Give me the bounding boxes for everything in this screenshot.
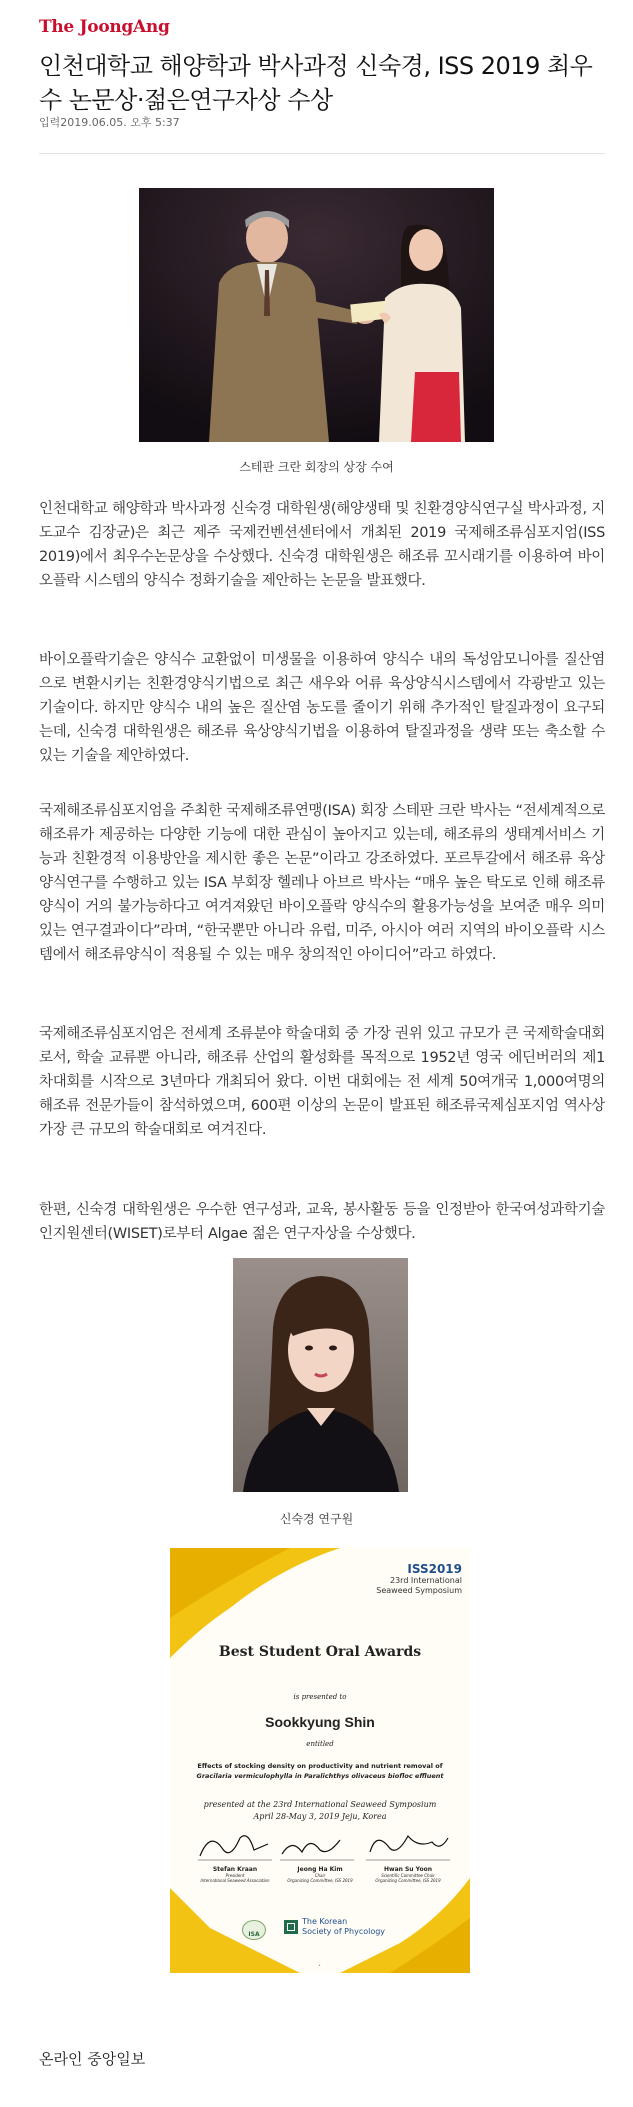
photo-caption: 스테판 크란 회장의 상장 수여 <box>239 460 394 474</box>
society-name-line: The Korean <box>302 1917 348 1926</box>
signer-org: Organizing Committee, ISS 2019 <box>375 1878 441 1883</box>
trailing-mark: . <box>318 1958 322 1969</box>
article-source: 온라인 중앙일보 <box>39 2050 146 2068</box>
award-title: Best Student Oral Awards <box>218 1644 422 1660</box>
certificate-decoration <box>170 1548 470 1973</box>
isa-logo-icon: ISA <box>242 1920 266 1940</box>
society-name-line: Society of Phycology <box>302 1927 386 1936</box>
signer-name: Jeong Ha Kim <box>297 1866 343 1873</box>
signer-block <box>362 1866 454 1883</box>
event-name-line: Seaweed Symposium <box>376 1586 462 1595</box>
article-headline: 인천대학교 해양학과 박사과정 신숙경, ISS 2019 최우수 논문상·젊은연구자상 수상 <box>39 52 593 114</box>
signer-block <box>192 1866 278 1883</box>
article-paragraph: 국제해조류심포지엄을 주최한 국제해조류연맹(ISA) 회장 스테판 크란 박사는 “전세계적으로 해조류가 제공하는 다양한 기능에 대한 관심이 높아지고 있는데, 해조류의 생태계서비스 기능과 친환경적 이용방안을 제시한 좋은 논문”이라고 강조하였다. 포르투갈에서 해조류 육상양식연구를 수행하고 있는 ISA 부회장 헬레나 아브르 박사는 “매우 높은 탁도로 인해 해조류 양식이 거의 불가능하다고 여겨져왔던 바이오플락 양식수의 활용가능성을 보여준 매우 의미 있는 연구결과이다”라며, “한국뿐만 아니라 유럽, 미주, 아시아 여러 지역의 바이오플락 시스템에서 해조류양식이 적용될 수 있는 매우 창의적인 아이디어”라고 하였다. <box>39 803 605 963</box>
award-ceremony-photo <box>139 188 494 442</box>
article-paragraph: 인천대학교 해양학과 박사과정 신숙경 대학원생(해양생태 및 친환경양식연구실 박사과정, 지도교수 김장균)은 최근 제주 국제컨벤션센터에서 개최된 2019 국제해조류심포지엄(ISS 2019)에서 최우수논문상을 수상했다. 신숙경 대학원생은 해조류 꼬시래기를 이용하여 바이오플락 시스템의 양식수 정화기술을 제안하는 논문을 발표했다. <box>39 501 605 589</box>
signer-role: Chair <box>314 1873 326 1878</box>
signer-role: President <box>225 1873 245 1878</box>
presented-to-label: is presented to <box>293 1693 347 1701</box>
photo-caption: 신숙경 연구원 <box>279 1512 354 1526</box>
recipient-name: Sookkyung Shin <box>265 1714 375 1730</box>
signer-name: Stefan Kraan <box>212 1866 258 1873</box>
signer-block <box>277 1866 363 1883</box>
article-paragraph: 한편, 신숙경 대학원생은 우수한 연구성과, 교육, 봉사활동 등을 인정받아 한국여성과학기술인지원센터(WISET)로부터 Algae 젊은 연구자상을 수상했다. <box>39 1202 605 1242</box>
signer-role: Scientific Committee Chair <box>381 1873 435 1878</box>
presented-date-line: April 28-May 3, 2019 Jeju, Korea <box>253 1812 387 1821</box>
article-date: 입력2019.06.05. 오후 5:37 <box>39 116 180 129</box>
site-logo[interactable]: The JoongAng <box>39 17 170 37</box>
divider <box>39 153 605 154</box>
event-name-line: 23rd International <box>389 1576 462 1585</box>
society-name <box>302 1917 385 1937</box>
award-certificate-image <box>170 1548 470 1973</box>
signatures-scribbles <box>170 1826 470 1866</box>
article-paragraph: 바이오플락기술은 양식수 교환없이 미생물을 이용하여 양식수 내의 독성암모니아를 질산염으로 변환시키는 친환경양식기법으로 최근 새우와 어류 육상양식시스템에서 각광받고 있는 기술이다. 하지만 양식수 내의 높은 질산염 농도를 줄이기 위해 추가적인 탈질과정이 요구되는데, 신숙경 대학원생은 해조류 육상양식기법을 이용하여 탈질과정을 생략 또는 축소할 수 있는 기술을 제안하였다. <box>39 652 605 764</box>
event-badge: ISS2019 <box>407 1562 462 1576</box>
signer-org: International Seaweed Association <box>200 1878 270 1883</box>
presented-at-line: presented at the 23rd International Seaweed Symposium <box>203 1800 437 1809</box>
signer-org: Organizing Committee, ISS 2019 <box>287 1878 353 1883</box>
signer-name: Hwan Su Yoon <box>384 1866 432 1873</box>
portrait-photo <box>233 1258 408 1492</box>
article-paragraph: 국제해조류심포지엄은 전세계 조류분야 학술대회 중 가장 권위 있고 규모가 큰 국제학술대회로서, 학술 교류뿐 아니라, 해조류 산업의 활성화를 목적으로 1952년 영국 에딘버러의 제1차대회를 시작으로 3년마다 개최되어 왔다. 이번 대회에는 전 세계 50여개국 1,000여명의 해조류 전문가들이 참석하였으며, 600편 이상의 논문이 발표된 해조류국제심포지엄 역사상 가장 큰 규모의 학술대회로 여겨진다. <box>39 1026 605 1138</box>
phycology-society-logo-icon <box>284 1920 298 1934</box>
paper-title-line: Effects of stocking density on productivity and nutrient removal of <box>197 1762 443 1770</box>
entitled-label: entitled <box>306 1740 334 1748</box>
paper-title-line: Gracilaria vermiculophylla in Paralichthys olivaceus biofloc effluent <box>196 1772 444 1780</box>
